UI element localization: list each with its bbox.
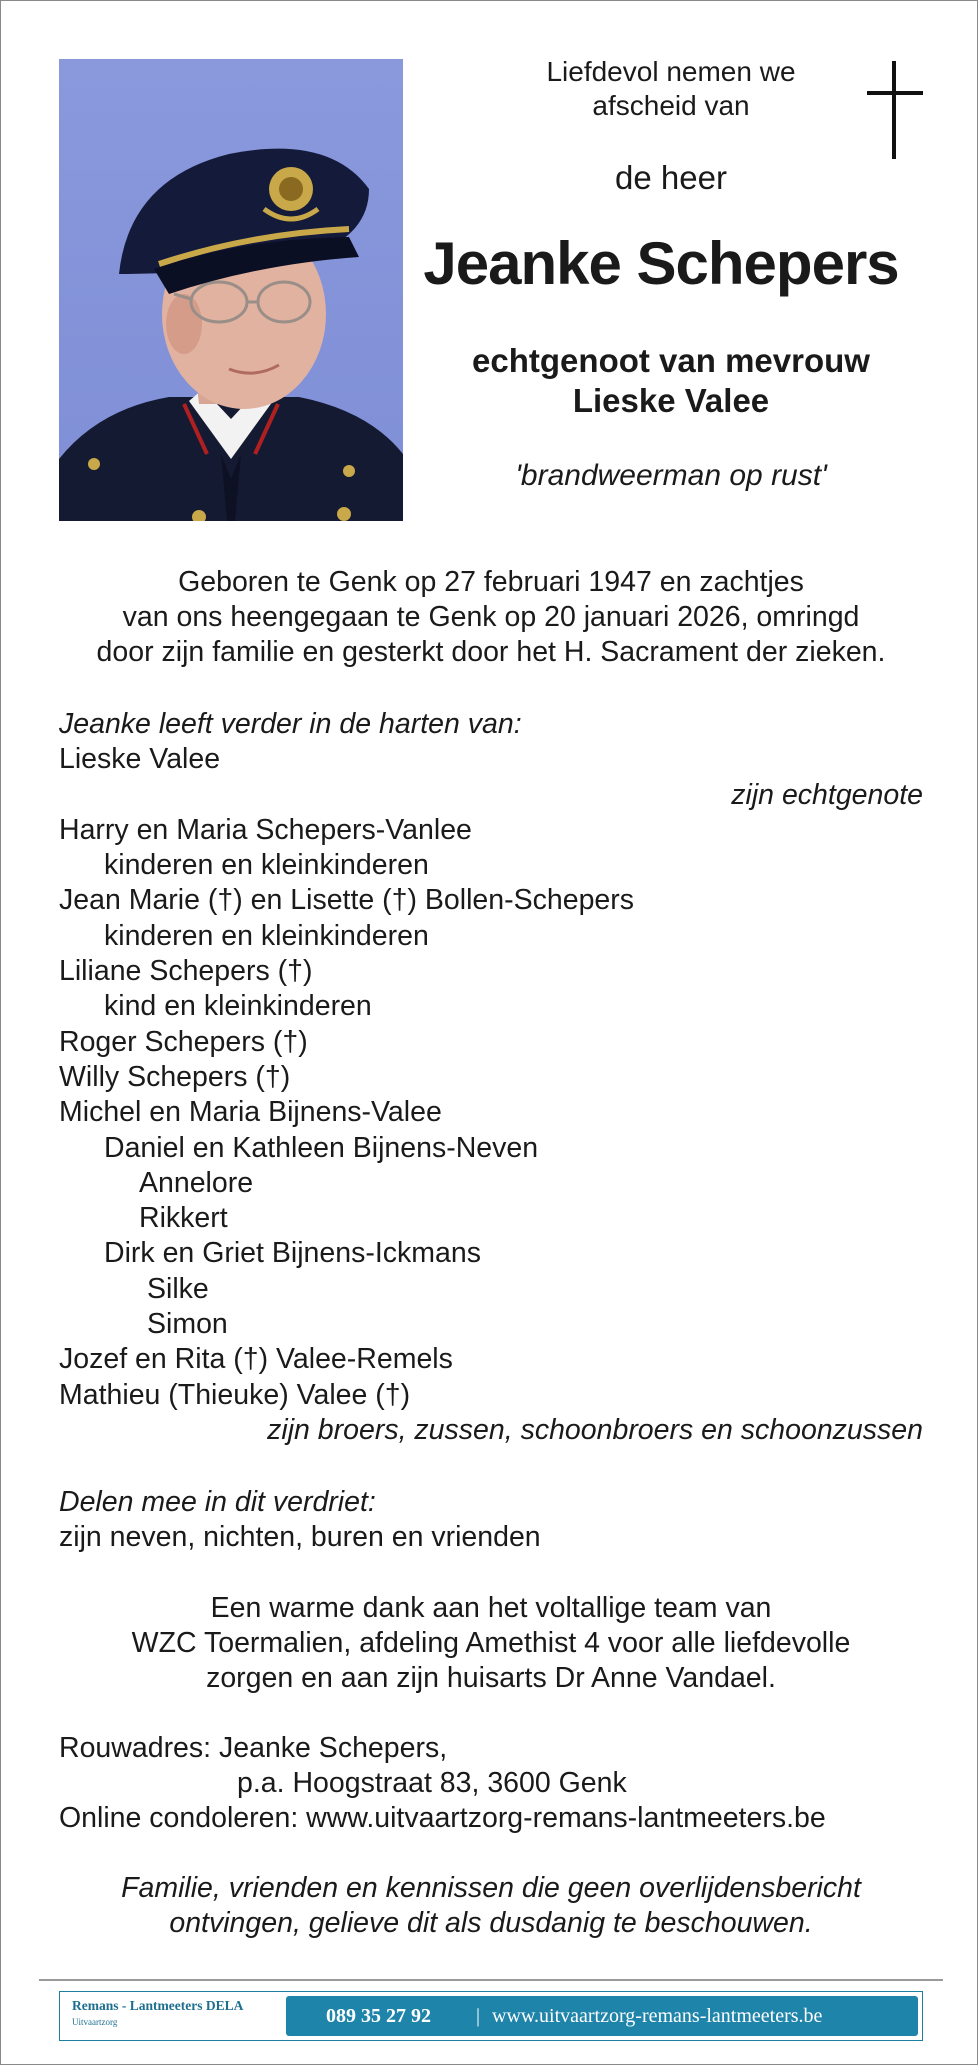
family-member: Roger Schepers (†) (59, 1025, 308, 1058)
family-member: Daniel en Kathleen Bijnens-Neven (104, 1131, 539, 1164)
footer-divider (39, 1979, 943, 1981)
phone-number[interactable]: 089 35 27 92 (326, 2005, 431, 2027)
family-member: Dirk en Griet Bijnens-Ickmans (104, 1237, 481, 1270)
brand-subtitle: Uitvaartzorg (72, 2017, 118, 2027)
contact-separator: | (476, 2005, 481, 2027)
intro-line: Liefdevol nemen we (546, 56, 796, 87)
brand-name: Remans - Lantmeeters DELA (72, 1998, 244, 2013)
family-member: kinderen en kleinkinderen (104, 919, 429, 952)
thanks-text (41, 1591, 941, 1696)
family-list (59, 707, 923, 1448)
title-prefix: de heer (615, 159, 727, 196)
share-heading: Delen mee in dit verdriet: (59, 1486, 376, 1518)
spouse-line: echtgenoot van mevrouw (472, 342, 870, 379)
family-member: Jean Marie (†) en Lisette (†) Bollen-Schepers (59, 884, 635, 917)
notice-line: ontvingen, gelieve dit als dusdanig te beschouwen. (169, 1907, 813, 1939)
intro-line: afscheid van (592, 90, 750, 121)
family-relation: zijn broers, zussen, schoonbroers en schoonzussen (267, 1413, 923, 1446)
address-line: Rouwadres: Jeanke Schepers, (59, 1732, 448, 1764)
birth-line: Geboren te Genk op 27 februari 1947 en zachtjes (178, 566, 804, 598)
funeral-home-footer (59, 1991, 923, 2041)
family-member: kind en kleinkinderen (104, 990, 372, 1023)
notice-text (41, 1871, 941, 1941)
notice-line: Familie, vrienden en kennissen die geen overlijdensbericht (121, 1872, 861, 1904)
website-link[interactable]: www.uitvaartzorg-remans-lantmeeters.be (492, 2005, 823, 2027)
spouse-line: Lieske Valee (572, 382, 770, 419)
mourning-address (59, 1731, 939, 1836)
family-member: kinderen en kleinkinderen (104, 849, 429, 882)
birth-line: door zijn familie en gesterkt door het H. Sacrament der zieken. (96, 636, 886, 668)
thanks-line: WZC Toermalien, afdeling Amethist 4 voor alle liefdevolle (131, 1627, 851, 1659)
family-relation: zijn echtgenote (731, 778, 923, 811)
birth-death-text (41, 565, 941, 670)
thanks-line: Een warme dank aan het voltallige team van (210, 1592, 772, 1624)
funeral-home-logo (72, 1998, 292, 2030)
deceased-name: Jeanke Schepers (423, 230, 899, 297)
family-member: Silke (147, 1272, 209, 1305)
family-member: Lieske Valee (59, 743, 221, 776)
address-line: p.a. Hoogstraat 83, 3600 Genk (237, 1767, 627, 1799)
family-member: Simon (147, 1308, 228, 1341)
family-member: Annelore (139, 1166, 254, 1199)
family-member: Rikkert (139, 1202, 228, 1235)
intro-text (461, 55, 881, 123)
share-grief-section (59, 1485, 923, 1555)
spouse-text (441, 341, 901, 421)
contact-bar (286, 1996, 918, 2036)
family-member: Mathieu (Thieuke) Valee (†) (59, 1378, 411, 1411)
share-text: zijn neven, nichten, buren en vrienden (59, 1521, 541, 1553)
condolence-link[interactable]: Online condoleren: www.uitvaartzorg-remans-lantmeeters.be (59, 1802, 826, 1834)
birth-line: van ons heengegaan te Genk op 20 januari 2026, omringd (122, 601, 860, 633)
family-member: Harry en Maria Schepers-Vanlee (59, 813, 472, 846)
profession-quote: 'brandweerman op rust' (515, 459, 827, 492)
family-member: Willy Schepers (†) (59, 1060, 291, 1093)
thanks-line: zorgen en aan zijn huisarts Dr Anne Vandael. (206, 1662, 776, 1694)
family-heading: Jeanke leeft verder in de harten van: (59, 708, 522, 740)
family-rows (59, 742, 923, 1448)
portrait-photo (59, 59, 403, 521)
portrait-image (59, 59, 403, 521)
family-member: Michel en Maria Bijnens-Valee (59, 1096, 442, 1129)
family-member: Liliane Schepers (†) (59, 955, 313, 988)
family-member: Jozef en Rita (†) Valee-Remels (59, 1343, 453, 1376)
